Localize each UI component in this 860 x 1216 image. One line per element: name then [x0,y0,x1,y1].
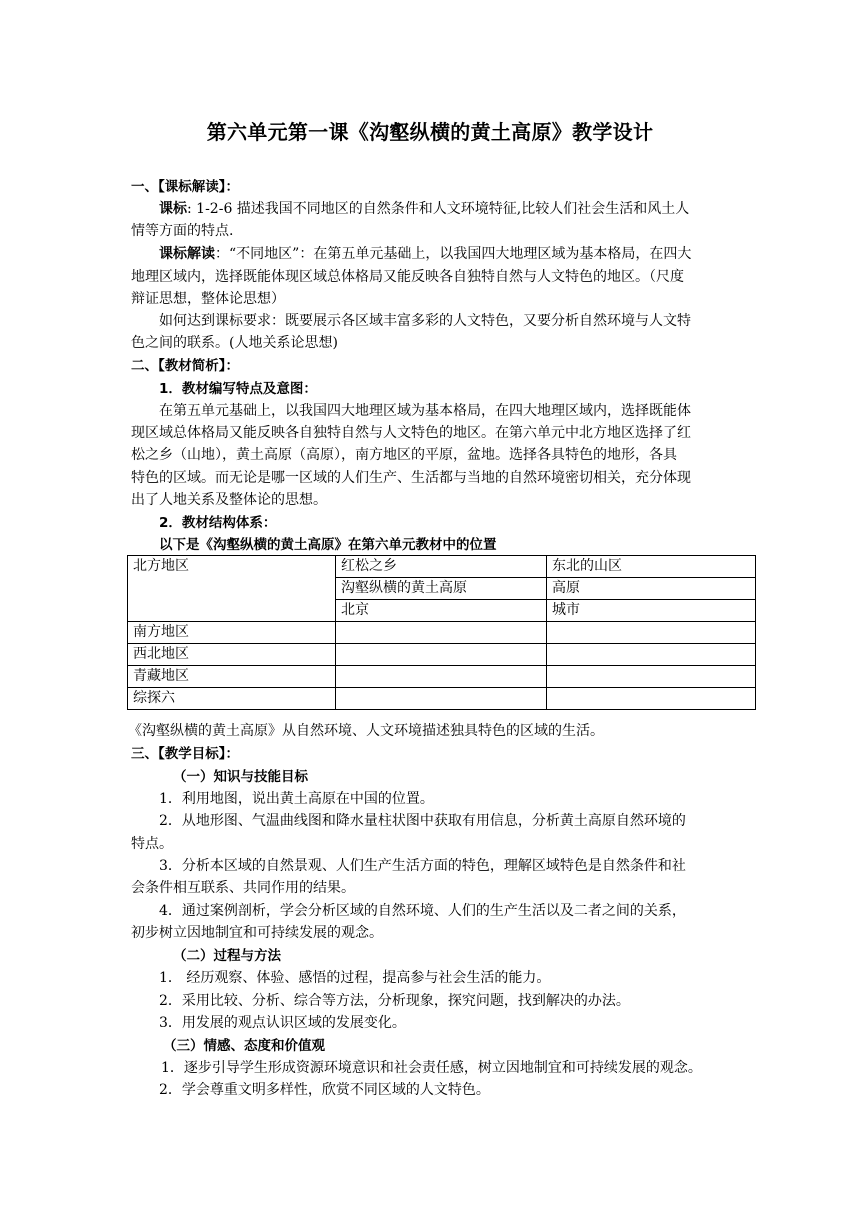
subheading-features: 1．教材编写特点及意图： [159,381,317,397]
table-caption: 以下是《沟壑纵横的黄土高原》在第六单元教材中的位置 [159,537,497,553]
standard-text-cont: 情等方面的特点. [131,223,234,239]
table-cell: 红松之乡 [336,556,547,578]
table-cell: 北京 [336,600,547,622]
interpretation-label: 课标解读 [159,246,215,262]
how-to-meet-text-2: 色之间的联系。(人地关系论思想) [131,335,338,351]
page-title: 第六单元第一课《沟壑纵横的黄土高原》教学设计 [206,120,654,144]
table-cell: 北方地区 [128,556,336,622]
section-heading-objectives: 三、【教学目标】： [131,746,239,762]
table-row [128,688,756,710]
table-cell [336,688,547,710]
table-row [128,556,756,578]
table-row [128,666,756,688]
goal-item: 1．逐步引导学生形成资源环境意识和社会责任感，树立因地制宜和可持续发展的观念。 [161,1060,702,1076]
standard-label: 课标 [159,201,187,217]
table-row [128,622,756,644]
table-cell [547,666,756,688]
how-to-meet-text: 如何达到课标要求：既要展示各区域丰富多彩的人文特色，又要分析自然环境与人文特 [159,313,691,329]
paragraph-line: 出了人地关系及整体论的思想。 [131,492,327,508]
goal-item: 2．采用比较、分析、综合等方法，分析现象，探究问题，找到解决的办法。 [159,993,630,1009]
standard-line [159,198,799,220]
table-cell: 西北地区 [128,644,336,666]
table-cell: 南方地区 [128,622,336,644]
table-cell: 高原 [547,578,756,600]
table-cell [336,622,547,644]
section-heading-standards: 一、【课标解读】： [131,179,239,195]
goal-item: 1． 经历观察、体验、感悟的过程，提高参与社会生活的能力。 [159,970,551,986]
paragraph-line: 特色的区域。而无论是哪一区域的人们生产、生活都与当地的自然环境密切相关，充分体现 [131,470,691,486]
table-cell: 青藏地区 [128,666,336,688]
table-cell [336,666,547,688]
table-cell [336,644,547,666]
table-cell [547,622,756,644]
table-row [128,644,756,666]
unit-structure-table [127,555,756,710]
interpretation-line [159,243,799,265]
goal-item: 2．学会尊重文明多样性，欣赏不同区域的人文特色。 [159,1082,490,1098]
table-summary: 《沟壑纵横的黄土高原》从自然环境、人文环境描述独具特色的区域的生活。 [128,723,604,739]
table-cell: 城市 [547,600,756,622]
standard-text: : 1-2-6 描述我国不同地区的自然条件和人文环境特征,比较人们社会生活和风土人 [187,201,690,217]
paragraph-line: 在第五单元基础上，以我国四大地理区域为基本格局，在四大地理区域内，选择既能体 [159,403,691,419]
goal-heading-process: （二）过程与方法 [173,948,281,964]
goal-item: 3．用发展的观点认识区域的发展变化。 [159,1015,406,1031]
goal-item-cont: 初步树立因地制宜和可持续发展的观念。 [131,925,383,941]
subheading-structure: 2．教材结构体系： [159,515,277,531]
goal-item: 1．利用地图，说出黄土高原在中国的位置。 [159,791,434,807]
goal-item: 2．从地形图、气温曲线图和降水量柱状图中获取有用信息，分析黄土高原自然环境的 [159,813,686,829]
interpretation-text-3: 辩证思想，整体论思想） [131,291,285,307]
table-cell [547,688,756,710]
goal-heading-knowledge: （一）知识与技能目标 [173,769,308,785]
table-cell: 综探六 [128,688,336,710]
goal-item: 4．通过案例剖析，学会分析区域的自然环境、人们的生产生活以及二者之间的关系， [159,903,686,919]
interpretation-text-2: 地理区域内，选择既能体现区域总体格局又能反映各自独特自然与人文特色的地区。（尺度 [131,269,684,285]
table-cell [547,644,756,666]
goal-item: 3．分析本区域的自然景观、人们生产生活方面的特色，理解区域特色是自然条件和社 [159,858,686,874]
goal-item-cont: 特点。 [131,836,173,852]
paragraph-line: 现区域总体格局又能反映各自独特自然与人文特色的地区。在第六单元中北方地区选择了红 [131,425,691,441]
section-heading-textbook: 二、【教材简析】： [131,358,239,374]
goal-item-cont: 会条件相互联系、共同作用的结果。 [131,880,355,896]
goal-heading-values: （三）情感、态度和价值观 [163,1038,325,1054]
paragraph-line: 松之乡（山地），黄土高原（高原），南方地区的平原，盆地。选择各具特色的地形，各具 [131,447,677,463]
interpretation-text: ：“不同地区”：在第五单元基础上，以我国四大地理区域为基本格局，在四大 [215,246,692,262]
table-cell: 东北的山区 [547,556,756,578]
table-cell: 沟壑纵横的黄土高原 [336,578,547,600]
